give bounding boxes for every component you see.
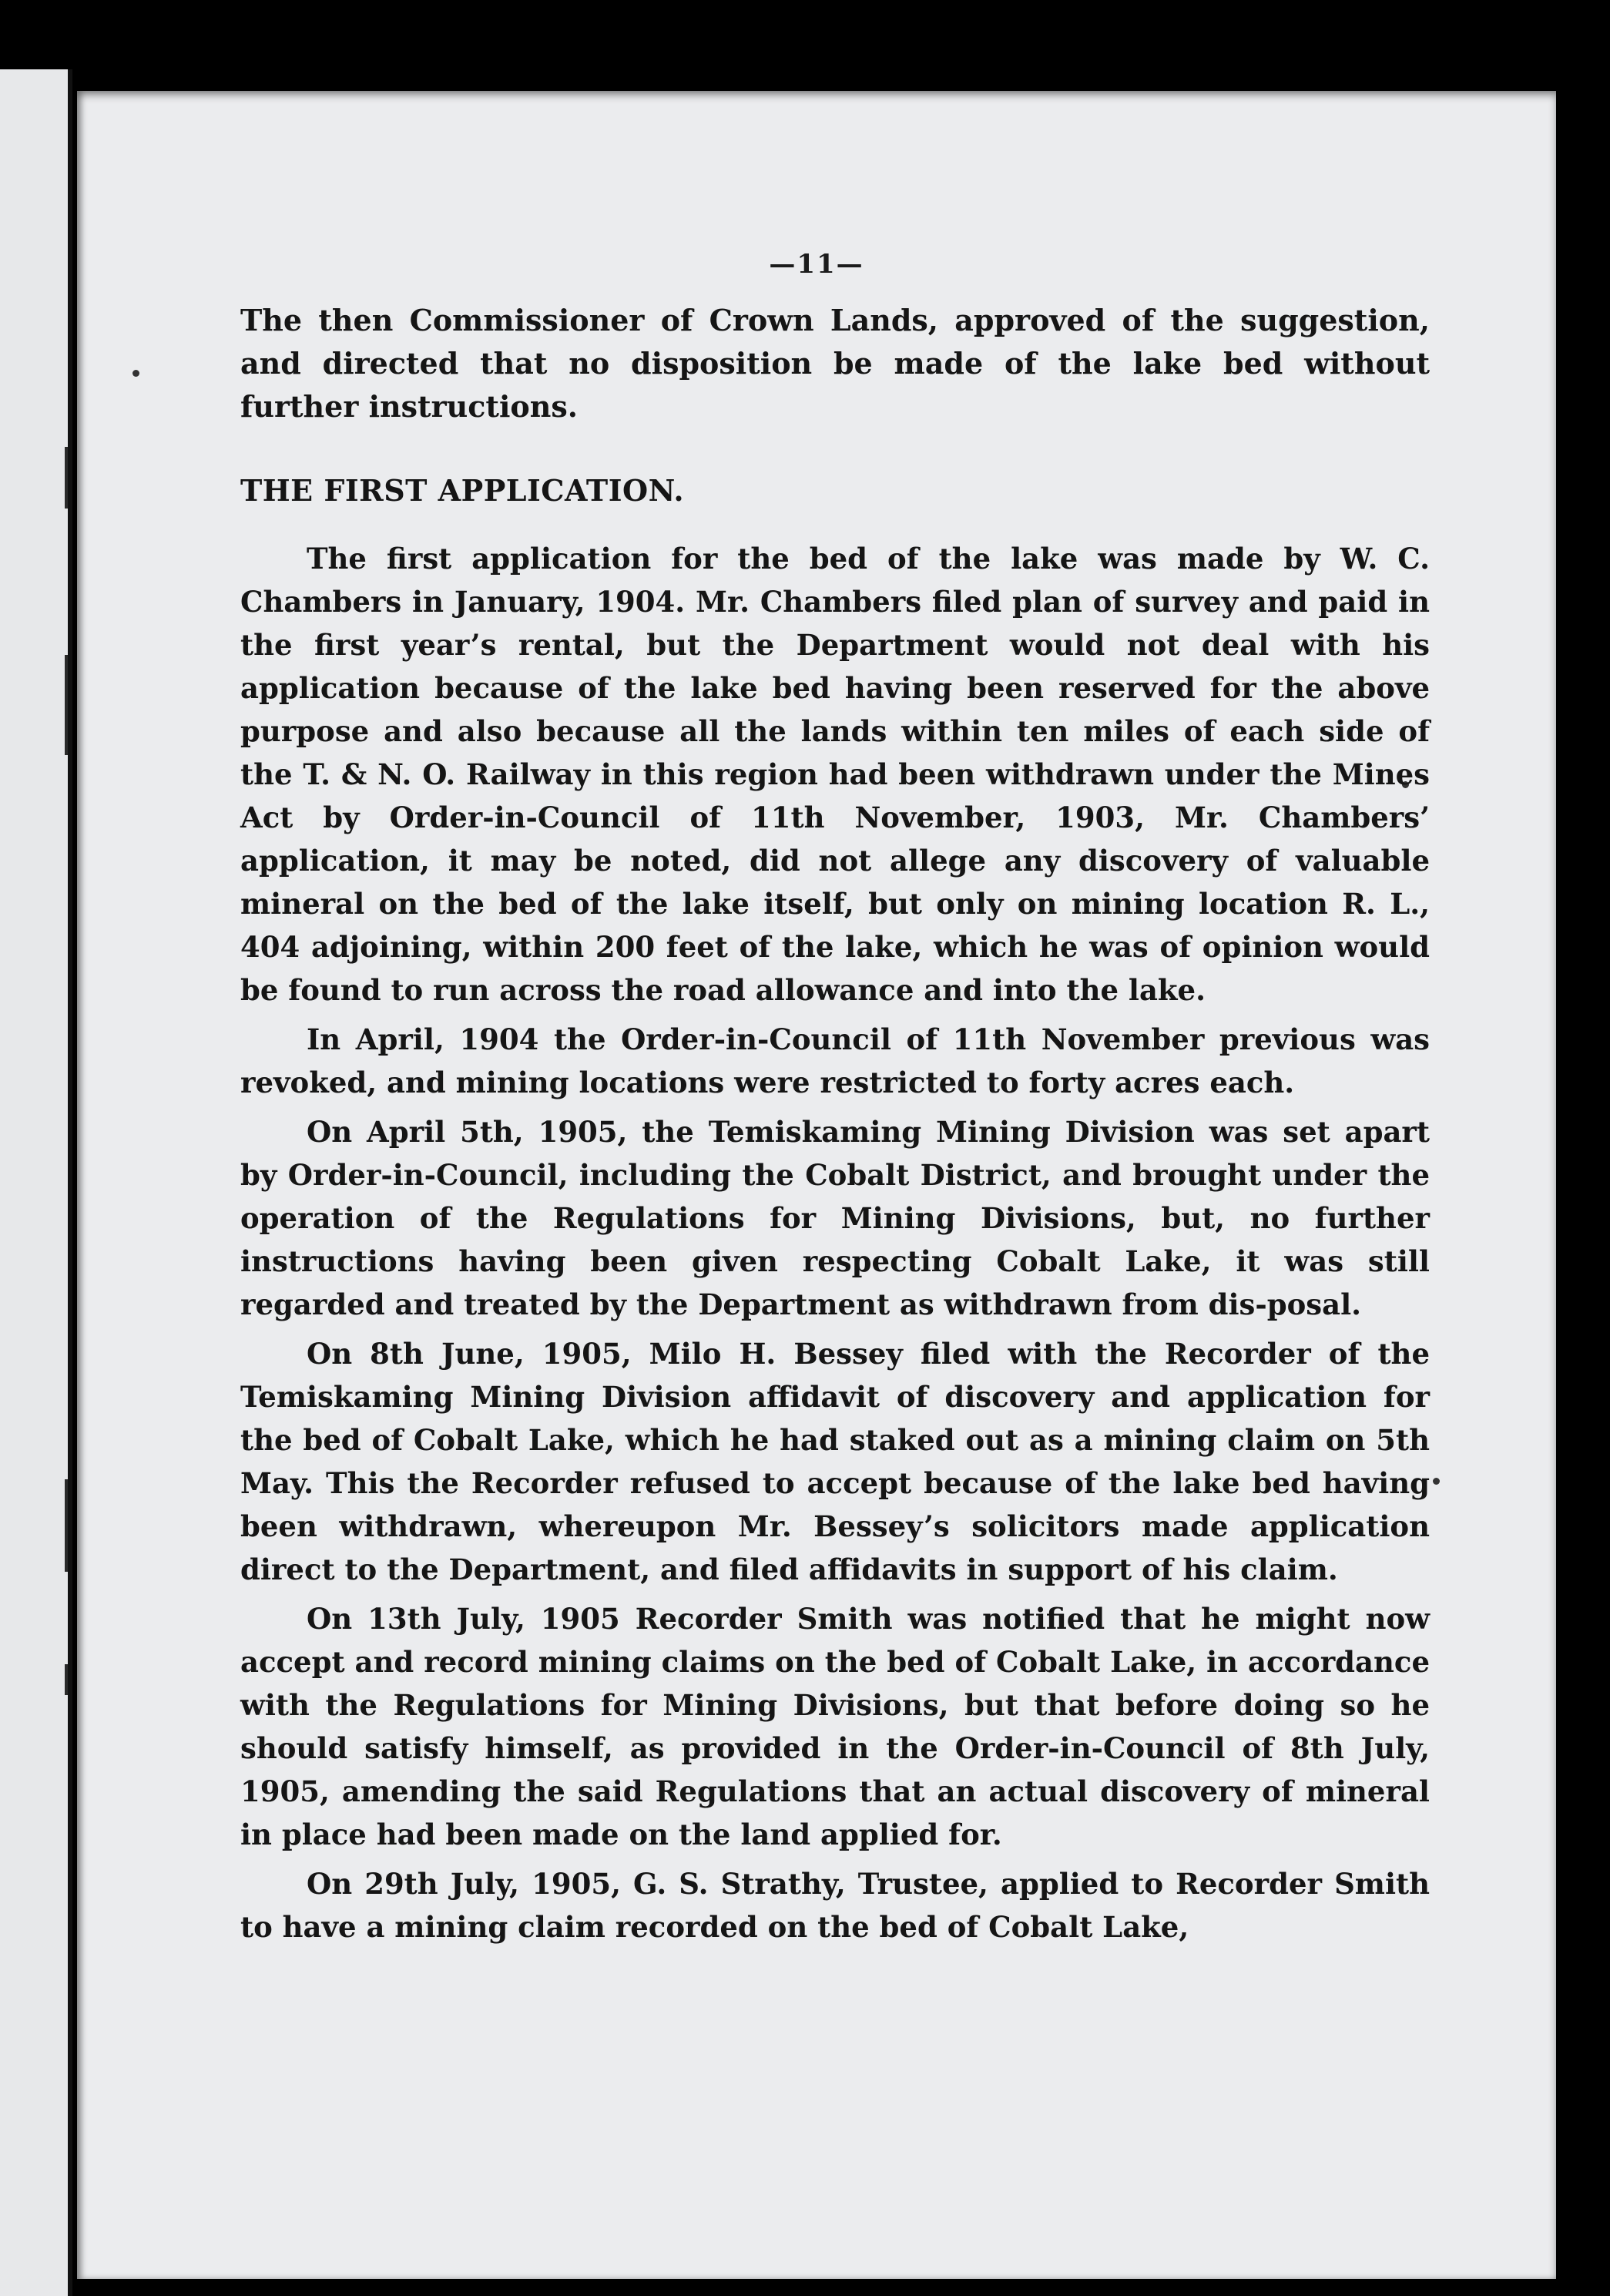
lead-paragraph: The then Commissioner of Crown Lands, approved of the suggestion, and directed that no disposition be made of the lake bed without further instructions. bbox=[240, 303, 1430, 424]
page-number: —11— bbox=[769, 249, 864, 280]
speck bbox=[1433, 1478, 1440, 1485]
margin-mark bbox=[65, 1664, 68, 1695]
page-body bbox=[240, 299, 1430, 1955]
section-heading: THE FIRST APPLICATION. bbox=[240, 473, 685, 508]
margin-mark bbox=[65, 447, 68, 509]
margin-mark bbox=[65, 655, 68, 755]
body-paragraph: On 8th June, 1905, Milo H. Bessey filed with the Recorder of the Temiskaming Mining Division affidavit of discovery and application for the bed of Cobalt Lake, which he had staked out as a mining claim on 5th May. This the Recorder refused to accept because of the lake bed having been withdrawn, whereupon Mr. Bessey’s solicitors made application direct to the Department, and filed affidavits in support of his claim. bbox=[240, 1337, 1430, 1586]
document-page bbox=[77, 91, 1556, 2279]
body-paragraph: On 29th July, 1905, G. S. Strathy, Trustee, applied to Recorder Smith to have a mining claim recorded on the bed of Cobalt Lake, bbox=[240, 1867, 1430, 1944]
margin-mark bbox=[65, 1479, 68, 1572]
speck bbox=[132, 370, 139, 377]
body-paragraph: The first application for the bed of the lake was made by W. C. Chambers in January, 1904. Mr. Chambers filed plan of survey and paid in the first year’s rental, but the Department would not deal with his application because of the lake bed having been reserved for the above purpose and also because all the lands within ten miles of each side of the T. & N. O. Railway in this region had been withdrawn under the Mines Act by Order-in-Council of 11th November, 1903, Mr. Chambers’ application, it may be noted, did not allege any discovery of valuable mineral on the bed of the lake itself, but only on mining location R. L., 404 adjoining, within 200 feet of the lake, which he was of opinion would be found to run across the road allowance and into the lake. bbox=[240, 542, 1430, 1007]
body-paragraph: On 13th July, 1905 Recorder Smith was notified that he might now accept and record mining claims on the bed of Cobalt Lake, in accordance with the Regulations for Mining Divisions, but that before doing so he should satisfy himself, as provided in the Order-in-Council of 8th July, 1905, amending the said Regulations that an actual discovery of mineral in place had been made on the land applied for. bbox=[240, 1602, 1430, 1851]
body-paragraph: On April 5th, 1905, the Temiskaming Mining Division was set apart by Order-in-Council, including the Cobalt District, and brought under the operation of the Regulations for Mining Divisions, but, no further instructions having been given respecting Cobalt Lake, it was still regarded and treated by the Department as withdrawn from dis-posal. bbox=[240, 1115, 1430, 1321]
adjacent-page-edge bbox=[0, 69, 72, 2296]
body-paragraph: In April, 1904 the Order-in-Council of 11th November previous was revoked, and mining locations were restricted to forty acres each. bbox=[240, 1022, 1430, 1099]
